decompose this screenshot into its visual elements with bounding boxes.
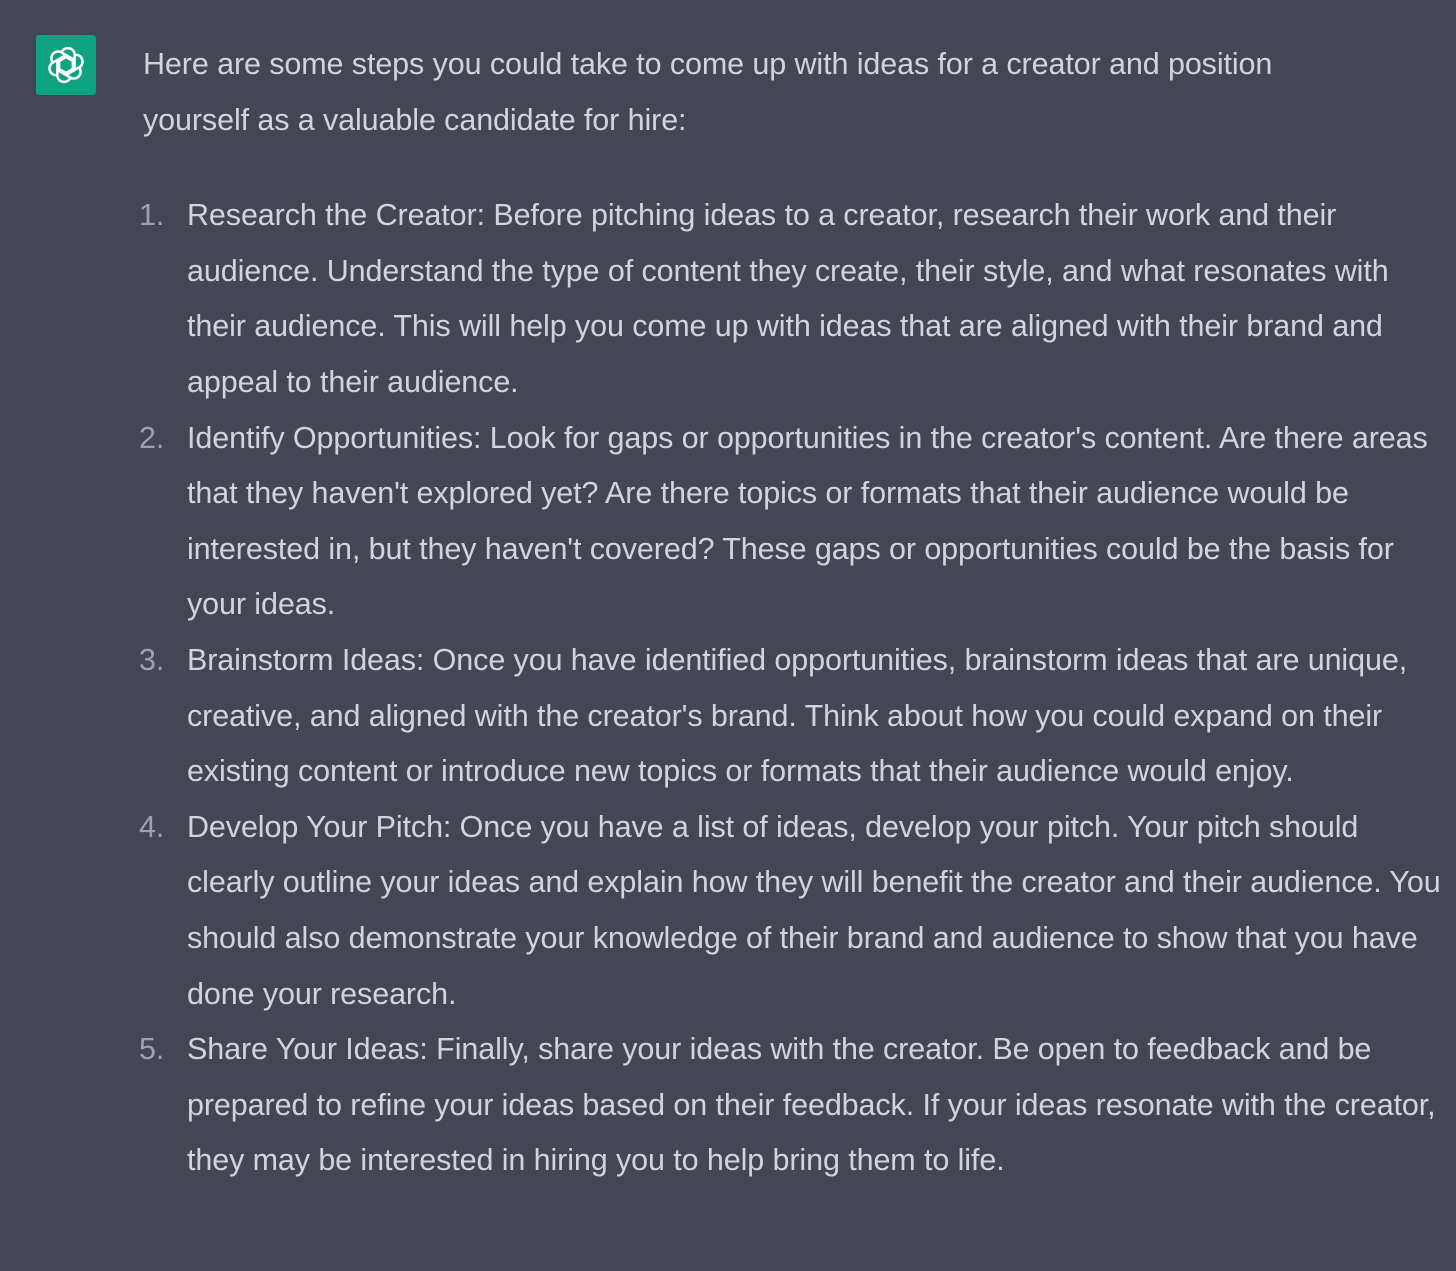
list-item-number: 1. xyxy=(139,198,165,233)
assistant-avatar xyxy=(36,35,96,95)
list-item-text: Research the Creator: Before pitching ideas to a creator, research their work and their audience. Understand the type of content they create, their style, and what resonates with their audience. This will help you come up with ideas that are aligned with their brand and appeal to their audience. xyxy=(187,198,1389,399)
openai-logo-icon xyxy=(43,42,89,88)
list-item-text: Identify Opportunities: Look for gaps or opportunities in the creator's content. Are there areas that they haven't explored yet? Are there topics or formats that their audience would be interested in, but they haven't covered? These gaps or opportunities could be the basis for your ideas. xyxy=(187,420,1428,622)
list-item xyxy=(139,1022,1443,1189)
list-item xyxy=(139,411,1443,633)
list-item-text: Brainstorm Ideas: Once you have identified opportunities, brainstorm ideas that are unique, creative, and aligned with the creator's brand. Think about how you could expand on their existing content or introduce new topics or formats that their audience would enjoy. xyxy=(187,642,1408,789)
list-item-number: 3. xyxy=(139,642,165,677)
list-item xyxy=(139,633,1443,800)
list-item xyxy=(139,800,1443,1022)
list-item-number: 4. xyxy=(139,809,165,844)
intro-paragraph: Here are some steps you could take to come up with ideas for a creator and position yourself as a valuable candidate for hire: xyxy=(143,47,1273,137)
list-item-text: Develop Your Pitch: Once you have a list of ideas, develop your pitch. Your pitch should clearly outline your ideas and explain how they will benefit the creator and their audience. You should also demonstrate your knowledge of their brand and audience to show that you have done your research. xyxy=(187,809,1441,1011)
list-item-text: Share Your Ideas: Finally, share your ideas with the creator. Be open to feedback and be prepared to refine your ideas based on their feedback. If your ideas resonate with the creator, they may be interested in hiring you to help bring them to life. xyxy=(187,1032,1436,1178)
steps-list xyxy=(139,188,1443,1189)
message-content xyxy=(139,37,1443,1189)
list-item xyxy=(139,188,1443,410)
list-item-number: 2. xyxy=(139,420,165,455)
list-item-number: 5. xyxy=(139,1032,165,1067)
